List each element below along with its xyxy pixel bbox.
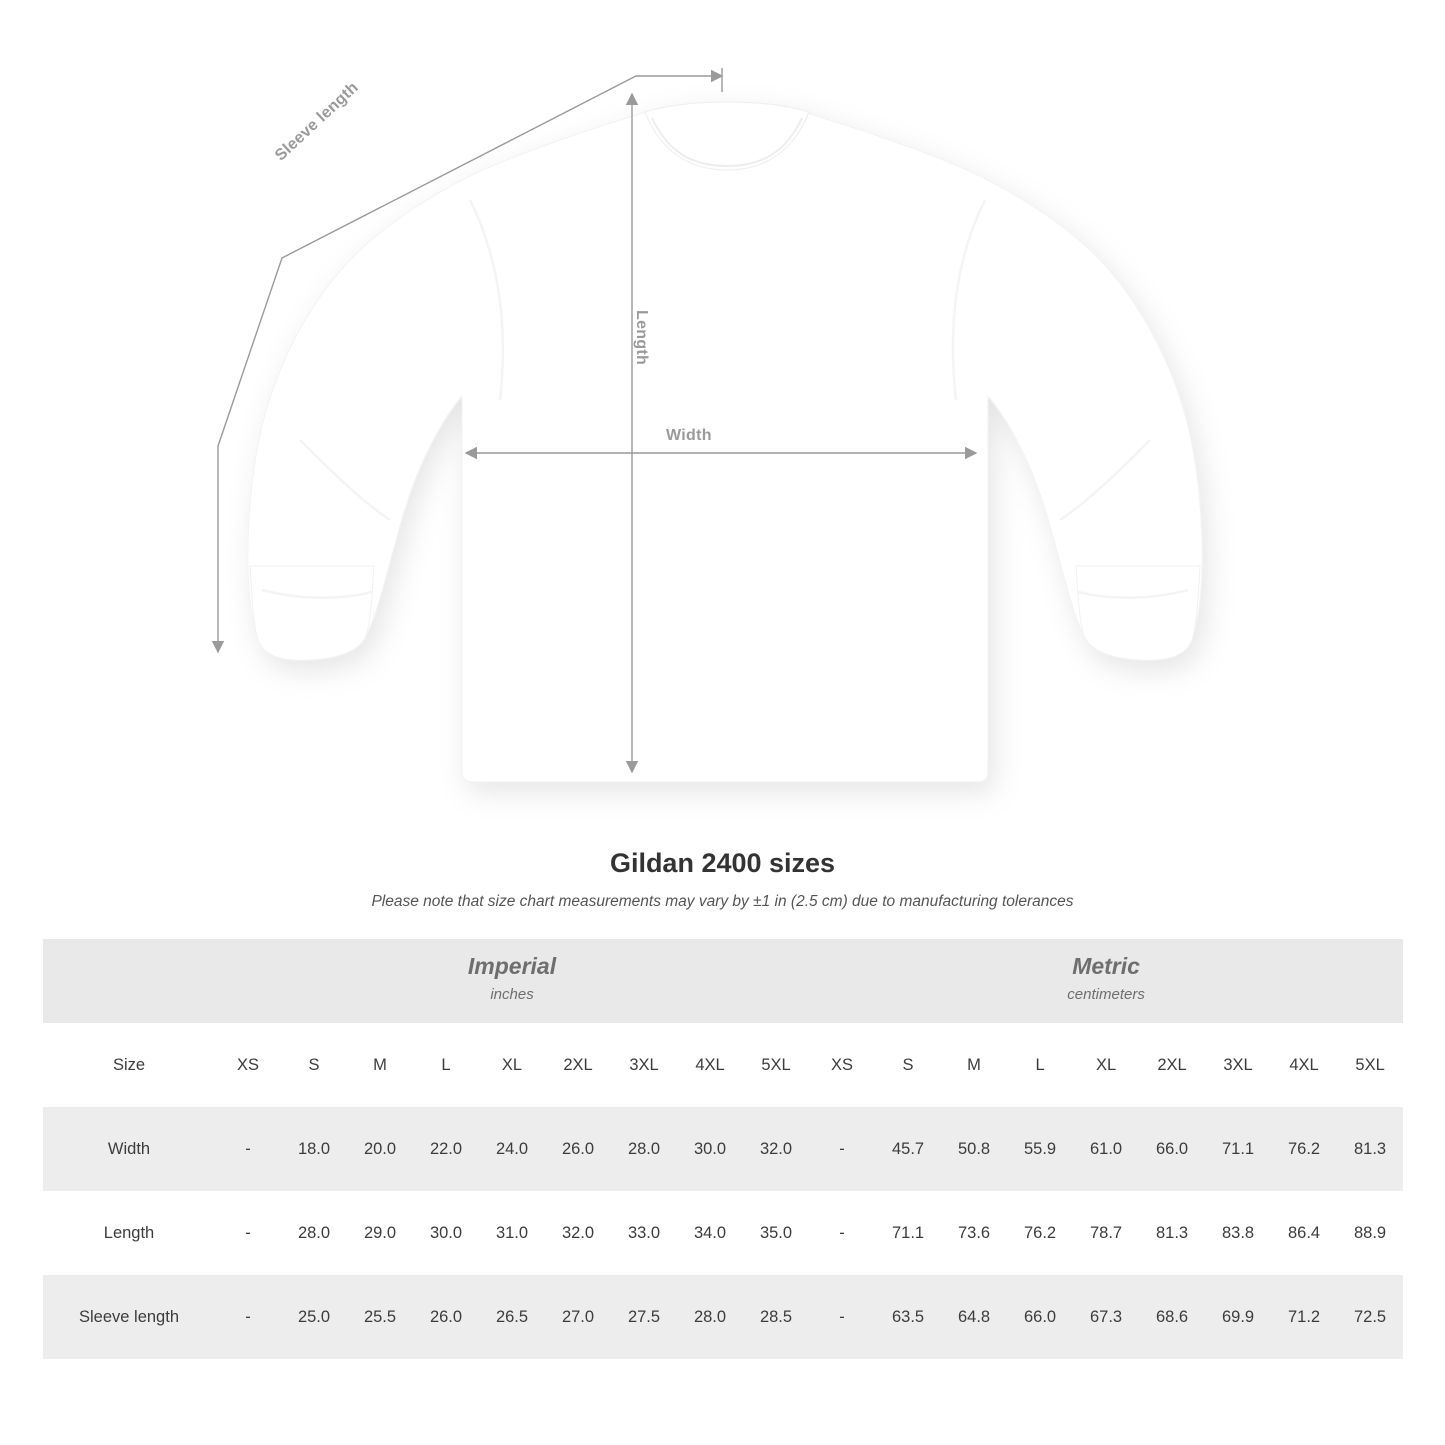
cell-length-imperial-xl: 31.0 xyxy=(479,1191,545,1275)
cell-sleeve-metric-2xl: 68.6 xyxy=(1139,1275,1205,1359)
size-header-metric-l: L xyxy=(1007,1023,1073,1107)
cell-length-imperial-m: 29.0 xyxy=(347,1191,413,1275)
size-header-metric-4xl: 4XL xyxy=(1271,1023,1337,1107)
size-header-metric-xl: XL xyxy=(1073,1023,1139,1107)
label-width: Width xyxy=(666,427,712,444)
size-header-imperial-2xl: 2XL xyxy=(545,1023,611,1107)
table-row xyxy=(43,1107,1403,1191)
size-header-metric-5xl: 5XL xyxy=(1337,1023,1403,1107)
row-label-width: Width xyxy=(43,1107,215,1191)
cell-length-imperial-5xl: 35.0 xyxy=(743,1191,809,1275)
size-header-label: Size xyxy=(43,1023,215,1107)
cell-width-imperial-2xl: 26.0 xyxy=(545,1107,611,1191)
unit-group-imperial-name: Imperial xyxy=(467,953,557,980)
cell-sleeve-imperial-m: 25.5 xyxy=(347,1275,413,1359)
label-length: Length xyxy=(633,310,650,366)
cell-width-imperial-l: 22.0 xyxy=(413,1107,479,1191)
cell-sleeve-imperial-s: 25.0 xyxy=(281,1275,347,1359)
size-header-imperial-xl: XL xyxy=(479,1023,545,1107)
size-header-imperial-m: M xyxy=(347,1023,413,1107)
cell-width-imperial-m: 20.0 xyxy=(347,1107,413,1191)
cell-length-metric-xl: 78.7 xyxy=(1073,1191,1139,1275)
cell-width-metric-s: 45.7 xyxy=(875,1107,941,1191)
cell-width-imperial-3xl: 28.0 xyxy=(611,1107,677,1191)
unit-header-row xyxy=(43,939,1403,1023)
unit-group-metric xyxy=(809,939,1403,1023)
row-label-length: Length xyxy=(43,1191,215,1275)
cell-length-imperial-2xl: 32.0 xyxy=(545,1191,611,1275)
cell-sleeve-imperial-l: 26.0 xyxy=(413,1275,479,1359)
row-label-sleeve-length: Sleeve length xyxy=(43,1275,215,1359)
cell-length-imperial-3xl: 33.0 xyxy=(611,1191,677,1275)
cell-sleeve-imperial-4xl: 28.0 xyxy=(677,1275,743,1359)
cell-sleeve-metric-xl: 67.3 xyxy=(1073,1275,1139,1359)
cell-sleeve-imperial-xl: 26.5 xyxy=(479,1275,545,1359)
cell-length-metric-3xl: 83.8 xyxy=(1205,1191,1271,1275)
cell-width-metric-2xl: 66.0 xyxy=(1139,1107,1205,1191)
title-block xyxy=(0,848,1445,911)
cell-width-metric-xl: 61.0 xyxy=(1073,1107,1139,1191)
cell-length-imperial-s: 28.0 xyxy=(281,1191,347,1275)
tolerance-note: Please note that size chart measurements may vary by ±1 in (2.5 cm) due to manufacturing tolerances xyxy=(371,893,1074,910)
unit-group-metric-name: Metric xyxy=(1072,953,1140,980)
size-header-imperial-4xl: 4XL xyxy=(677,1023,743,1107)
cell-width-metric-4xl: 76.2 xyxy=(1271,1107,1337,1191)
cell-width-metric-3xl: 71.1 xyxy=(1205,1107,1271,1191)
size-header-imperial-xs: XS xyxy=(215,1023,281,1107)
cell-length-imperial-l: 30.0 xyxy=(413,1191,479,1275)
cell-width-metric-l: 55.9 xyxy=(1007,1107,1073,1191)
label-sleeve-length: Sleeve length xyxy=(272,78,362,165)
size-header-metric-xs: XS xyxy=(809,1023,875,1107)
cell-length-metric-l: 76.2 xyxy=(1007,1191,1073,1275)
size-header-imperial-s: S xyxy=(281,1023,347,1107)
cell-sleeve-imperial-2xl: 27.0 xyxy=(545,1275,611,1359)
table-row xyxy=(43,1275,1403,1359)
cell-length-metric-2xl: 81.3 xyxy=(1139,1191,1205,1275)
cell-sleeve-metric-s: 63.5 xyxy=(875,1275,941,1359)
table-row xyxy=(43,1191,1403,1275)
cell-sleeve-metric-l: 66.0 xyxy=(1007,1275,1073,1359)
cell-width-imperial-4xl: 30.0 xyxy=(677,1107,743,1191)
cell-width-metric-m: 50.8 xyxy=(941,1107,1007,1191)
cell-width-metric-xs: - xyxy=(809,1107,875,1191)
size-header-metric-s: S xyxy=(875,1023,941,1107)
unit-group-metric-sub: centimeters xyxy=(1067,986,1145,1004)
unit-group-imperial-sub: inches xyxy=(490,986,534,1004)
cell-length-metric-4xl: 86.4 xyxy=(1271,1191,1337,1275)
cell-sleeve-imperial-xs: - xyxy=(215,1275,281,1359)
size-table-wrapper xyxy=(43,939,1402,1359)
cell-width-imperial-xs: - xyxy=(215,1107,281,1191)
size-header-metric-3xl: 3XL xyxy=(1205,1023,1271,1107)
shirt-shape xyxy=(248,102,1202,782)
unit-header-spacer xyxy=(43,939,215,1023)
cell-length-metric-xs: - xyxy=(809,1191,875,1275)
cell-sleeve-metric-4xl: 71.2 xyxy=(1271,1275,1337,1359)
cell-sleeve-metric-3xl: 69.9 xyxy=(1205,1275,1271,1359)
cell-width-metric-5xl: 81.3 xyxy=(1337,1107,1403,1191)
cell-length-imperial-xs: - xyxy=(215,1191,281,1275)
size-header-row xyxy=(43,1023,1403,1107)
cell-width-imperial-s: 18.0 xyxy=(281,1107,347,1191)
cell-sleeve-imperial-5xl: 28.5 xyxy=(743,1275,809,1359)
size-header-metric-m: M xyxy=(941,1023,1007,1107)
cell-length-metric-5xl: 88.9 xyxy=(1337,1191,1403,1275)
cell-sleeve-metric-5xl: 72.5 xyxy=(1337,1275,1403,1359)
cell-sleeve-imperial-3xl: 27.5 xyxy=(611,1275,677,1359)
cell-length-metric-m: 73.6 xyxy=(941,1191,1007,1275)
cell-sleeve-metric-xs: - xyxy=(809,1275,875,1359)
size-header-metric-2xl: 2XL xyxy=(1139,1023,1205,1107)
cell-width-imperial-5xl: 32.0 xyxy=(743,1107,809,1191)
cell-width-imperial-xl: 24.0 xyxy=(479,1107,545,1191)
cell-length-metric-s: 71.1 xyxy=(875,1191,941,1275)
unit-group-imperial xyxy=(215,939,809,1023)
cell-sleeve-metric-m: 64.8 xyxy=(941,1275,1007,1359)
page-title: Gildan 2400 sizes xyxy=(609,848,836,878)
size-table xyxy=(43,939,1403,1359)
size-header-imperial-l: L xyxy=(413,1023,479,1107)
cell-length-imperial-4xl: 34.0 xyxy=(677,1191,743,1275)
size-header-imperial-5xl: 5XL xyxy=(743,1023,809,1107)
size-header-imperial-3xl: 3XL xyxy=(611,1023,677,1107)
